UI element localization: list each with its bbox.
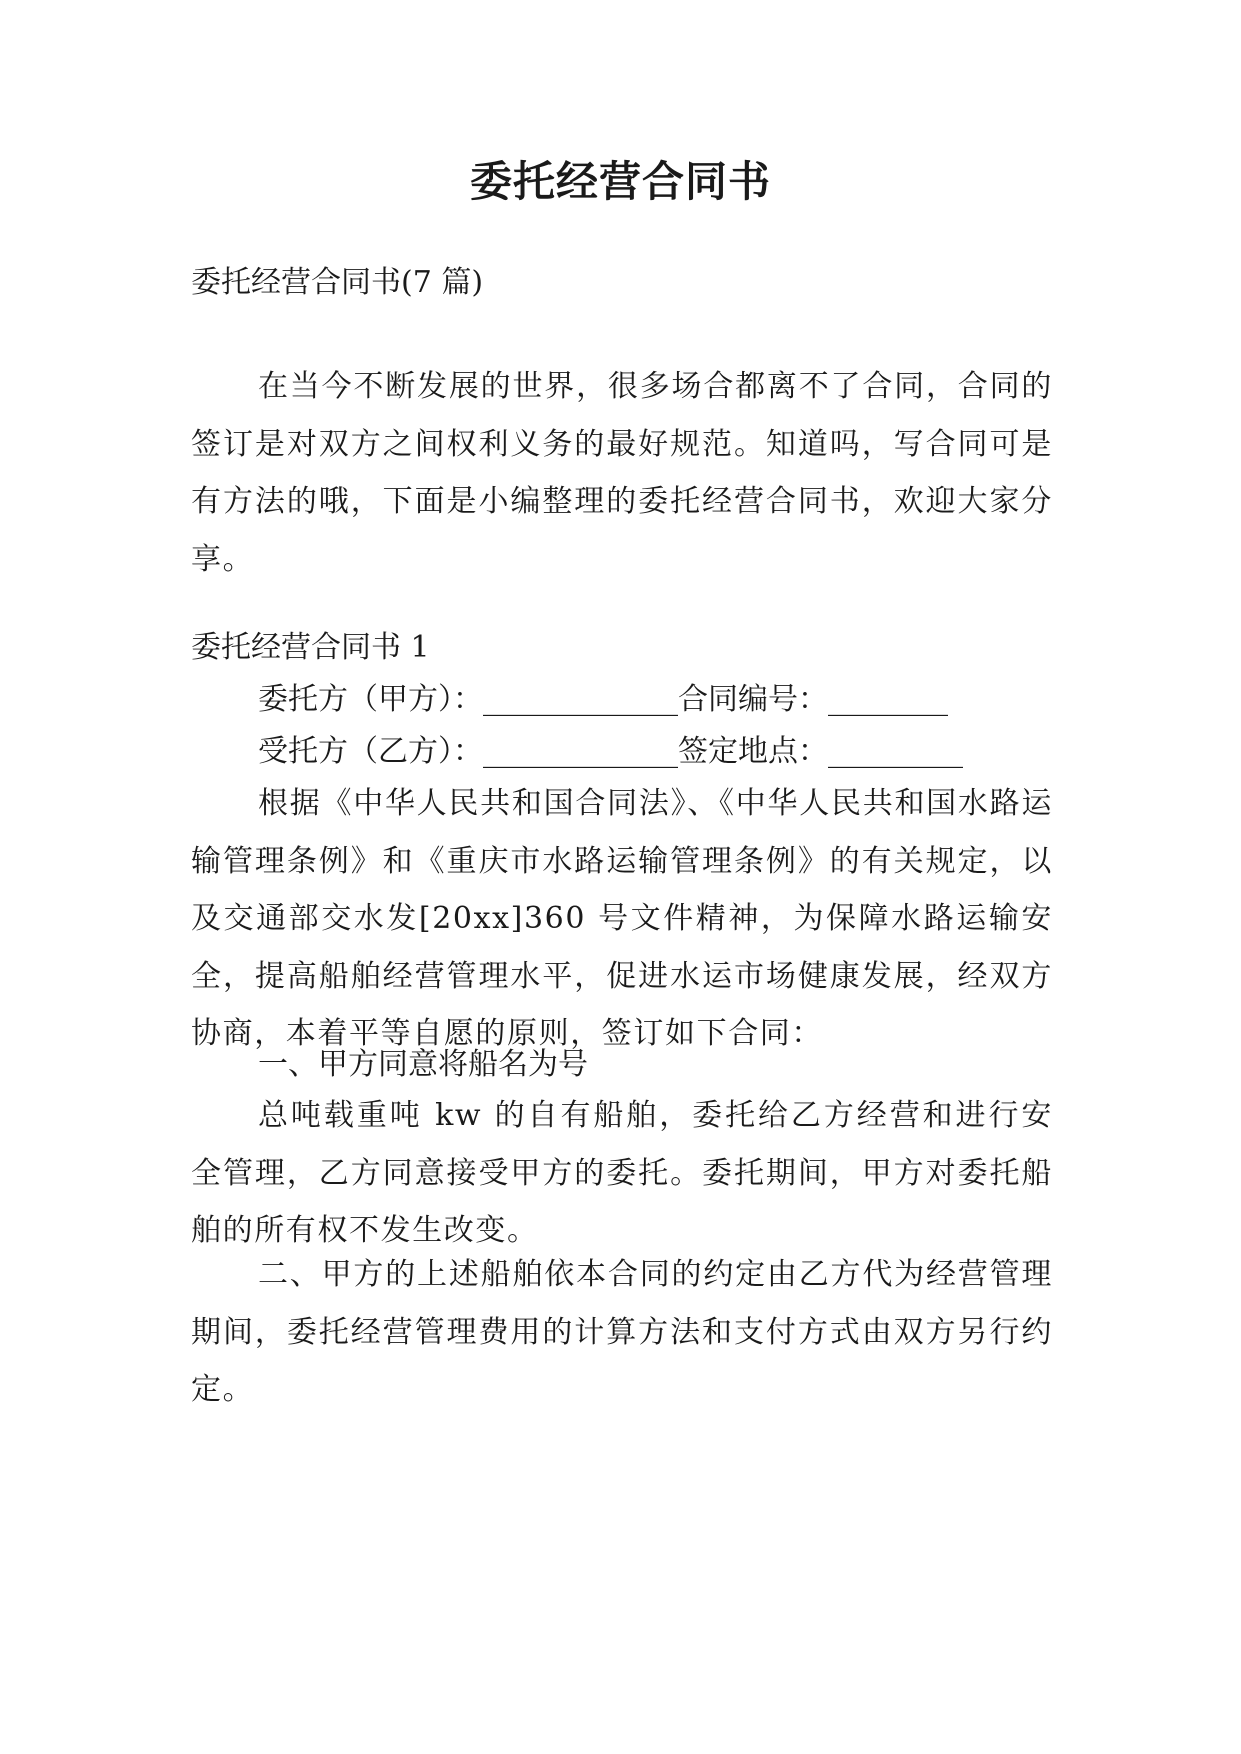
intro-paragraph: 在当今不断发展的世界，很多场合都离不了合同，合同的签订是对双方之间权利义务的最好规范。知道吗，写合同可是有方法的哦，下面是小编整理的委托经营合同书，欢迎大家分享。 (191, 369, 1053, 577)
document-title: 委托经营合同书 (469, 157, 771, 206)
party-a-line: 委托方（甲方）：_____________合同编号：________ (258, 682, 948, 717)
basis-paragraph: 根据《中华人民共和国合同法》、《中华人民共和国水路运输管理条例》和《重庆市水路运输管理条例》的有关规定，以及交通部交水发[20xx]360 号文件精神，为保障水路运输安全，提高船舶经营管理水平，促进水运市场健康发展，经双方协商，本着平等自愿的原则，签订如下合同： (191, 786, 1053, 1051)
section-heading: 委托经营合同书 1 (191, 630, 430, 665)
party-b-line: 受托方（乙方）：_____________签定地点：_________ (258, 734, 963, 769)
clause-1-heading: 一、甲方同意将船名为号 (258, 1047, 588, 1082)
document-subtitle: 委托经营合同书(7 篇) (191, 265, 484, 300)
clause-2-paragraph: 二、甲方的上述船舶依本合同的约定由乙方代为经营管理期间，委托经营管理费用的计算方法和支付方式由双方另行约定。 (191, 1257, 1053, 1407)
clause-1-body: 总吨载重吨 kw 的自有船舶，委托给乙方经营和进行安全管理，乙方同意接受甲方的委托。委托期间，甲方对委托船舶的所有权不发生改变。 (191, 1098, 1053, 1248)
